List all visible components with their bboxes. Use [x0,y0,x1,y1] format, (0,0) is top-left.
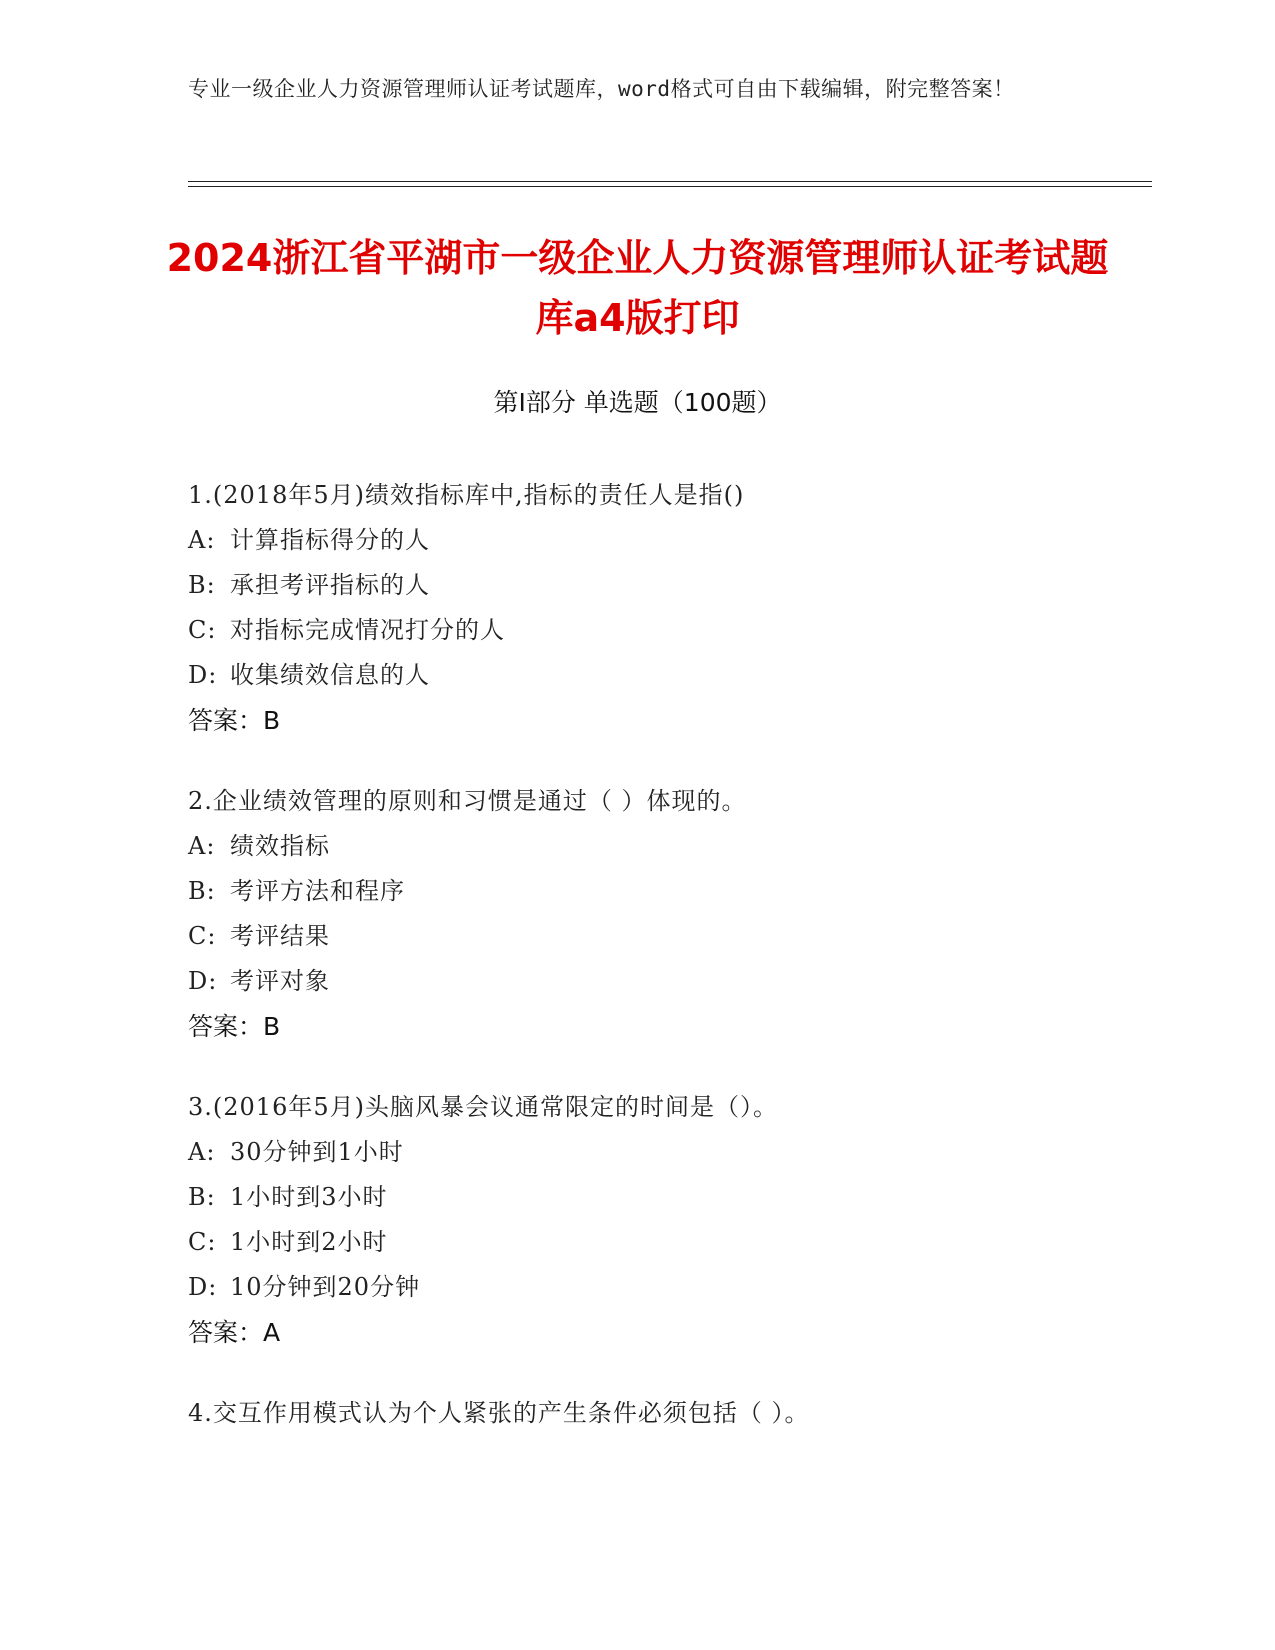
option-c [188,608,1148,653]
option-a [188,1130,1148,1175]
option-key: A: [188,832,216,860]
option-key: B: [188,877,216,905]
header-divider-top [188,181,1152,182]
document-title: 2024浙江省平湖市一级企业人力资源管理师认证考试题库a4版打印 [166,236,1109,340]
option-d [188,653,1148,698]
option-text: 计算指标得分的人 [230,526,430,554]
section-title: 第I部分 单选题（100题） [493,388,782,417]
option-key: A: [188,526,216,554]
answer: 答案：B [188,706,281,735]
question-stem: 2.企业绩效管理的原则和习惯是通过（ ）体现的。 [188,787,747,815]
question-stem: 1.(2018年5月)绩效指标库中,指标的责任人是指() [188,481,745,509]
option-text: 绩效指标 [230,832,330,860]
option-text: 30分钟到1小时 [230,1138,404,1166]
option-key: D: [188,661,218,689]
option-d [188,959,1148,1004]
option-c [188,914,1148,959]
question-list [188,473,1148,1472]
option-text: 考评结果 [230,922,330,950]
option-text: 考评方法和程序 [230,877,405,905]
header-divider-bottom [188,186,1152,187]
answer: 答案：B [188,1012,281,1041]
question-3 [188,1085,1148,1355]
option-text: 1小时到3小时 [230,1183,388,1211]
header-note: 专业一级企业人力资源管理师认证考试题库，word格式可自由下载编辑，附完整答案！ [188,77,1015,101]
question-1 [188,473,1148,743]
option-text: 收集绩效信息的人 [230,661,430,689]
option-key: D: [188,1273,218,1301]
option-a [188,518,1148,563]
option-key: B: [188,571,216,599]
option-key: C: [188,922,217,950]
option-text: 1小时到2小时 [230,1228,388,1256]
option-key: C: [188,616,217,644]
option-key: C: [188,1228,217,1256]
question-stem: 4.交互作用模式认为个人紧张的产生条件必须包括（ ）。 [188,1399,810,1427]
option-b [188,563,1148,608]
option-b [188,869,1148,914]
option-key: D: [188,967,218,995]
option-key: B: [188,1183,216,1211]
question-2 [188,779,1148,1049]
option-text: 承担考评指标的人 [230,571,430,599]
question-4 [188,1391,1148,1436]
option-d [188,1265,1148,1310]
option-a [188,824,1148,869]
option-key: A: [188,1138,216,1166]
answer: 答案：A [188,1318,281,1347]
option-b [188,1175,1148,1220]
option-text: 10分钟到20分钟 [230,1273,421,1301]
option-text: 对指标完成情况打分的人 [230,616,505,644]
option-c [188,1220,1148,1265]
option-text: 考评对象 [230,967,330,995]
question-stem: 3.(2016年5月)头脑风暴会议通常限定的时间是（）。 [188,1093,778,1121]
